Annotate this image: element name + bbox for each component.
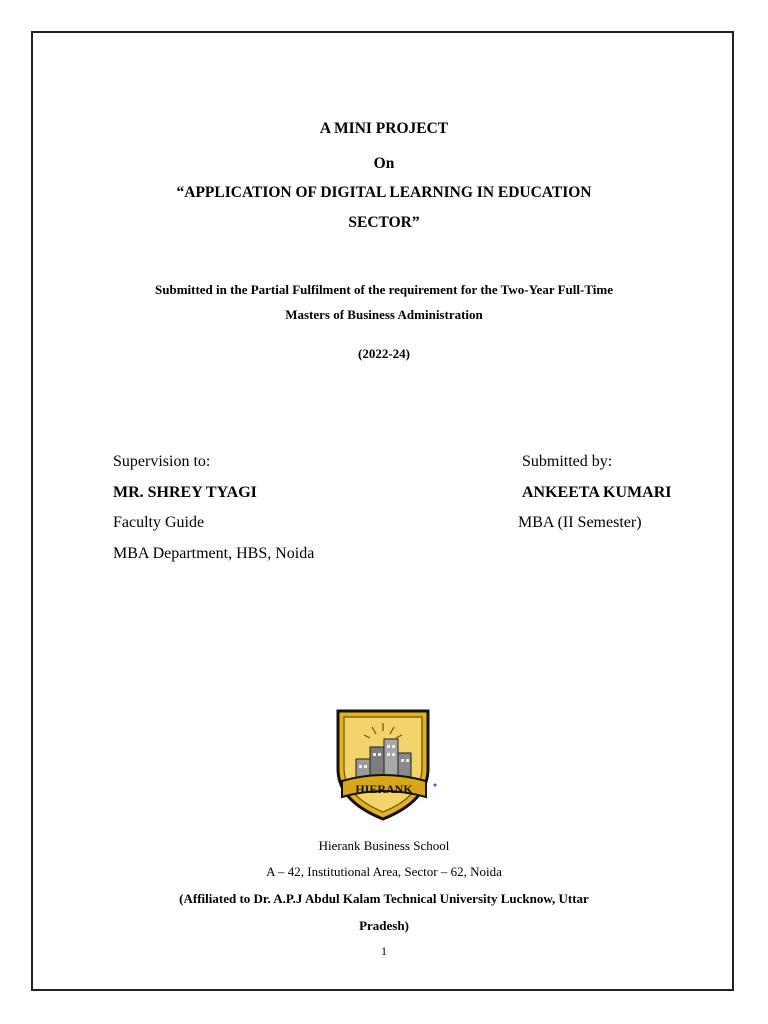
school-address: A – 42, Institutional Area, Sector – 62, Noida [266, 864, 502, 879]
title-line-3: “APPLICATION OF DIGITAL LEARNING IN EDUCATION [176, 184, 592, 201]
submission-line-1: Submitted in the Partial Fulfilment of the requirement for the Two-Year Full-Time [155, 282, 613, 297]
page-number: 1 [381, 944, 387, 958]
title-line-1: A MINI PROJECT [319, 120, 449, 137]
supervisor-label: Supervision to: [113, 453, 211, 470]
title-line-4: SECTOR” [348, 214, 420, 231]
title-line-2: On [373, 155, 395, 172]
supervisor-department: MBA Department, HBS, Noida [113, 545, 315, 562]
student-program: MBA (II Semester) [518, 514, 642, 531]
hierank-logo [334, 707, 440, 823]
logo-dot [434, 784, 437, 787]
academic-year: (2022-24) [358, 346, 410, 361]
student-name: ANKEETA KUMARI [522, 484, 672, 501]
supervisor-role: Faculty Guide [113, 514, 205, 531]
submission-line-2: Masters of Business Administration [285, 307, 483, 322]
supervisor-name: MR. SHREY TYAGI [113, 484, 257, 501]
affiliation-line-1: (Affiliated to Dr. A.P.J Abdul Kalam Technical University Lucknow, Uttar [179, 891, 589, 906]
student-label: Submitted by: [522, 453, 613, 470]
logo-banner-text: HIERANK [355, 782, 413, 796]
school-name: Hierank Business School [318, 838, 450, 853]
affiliation-line-2: Pradesh) [359, 918, 409, 933]
